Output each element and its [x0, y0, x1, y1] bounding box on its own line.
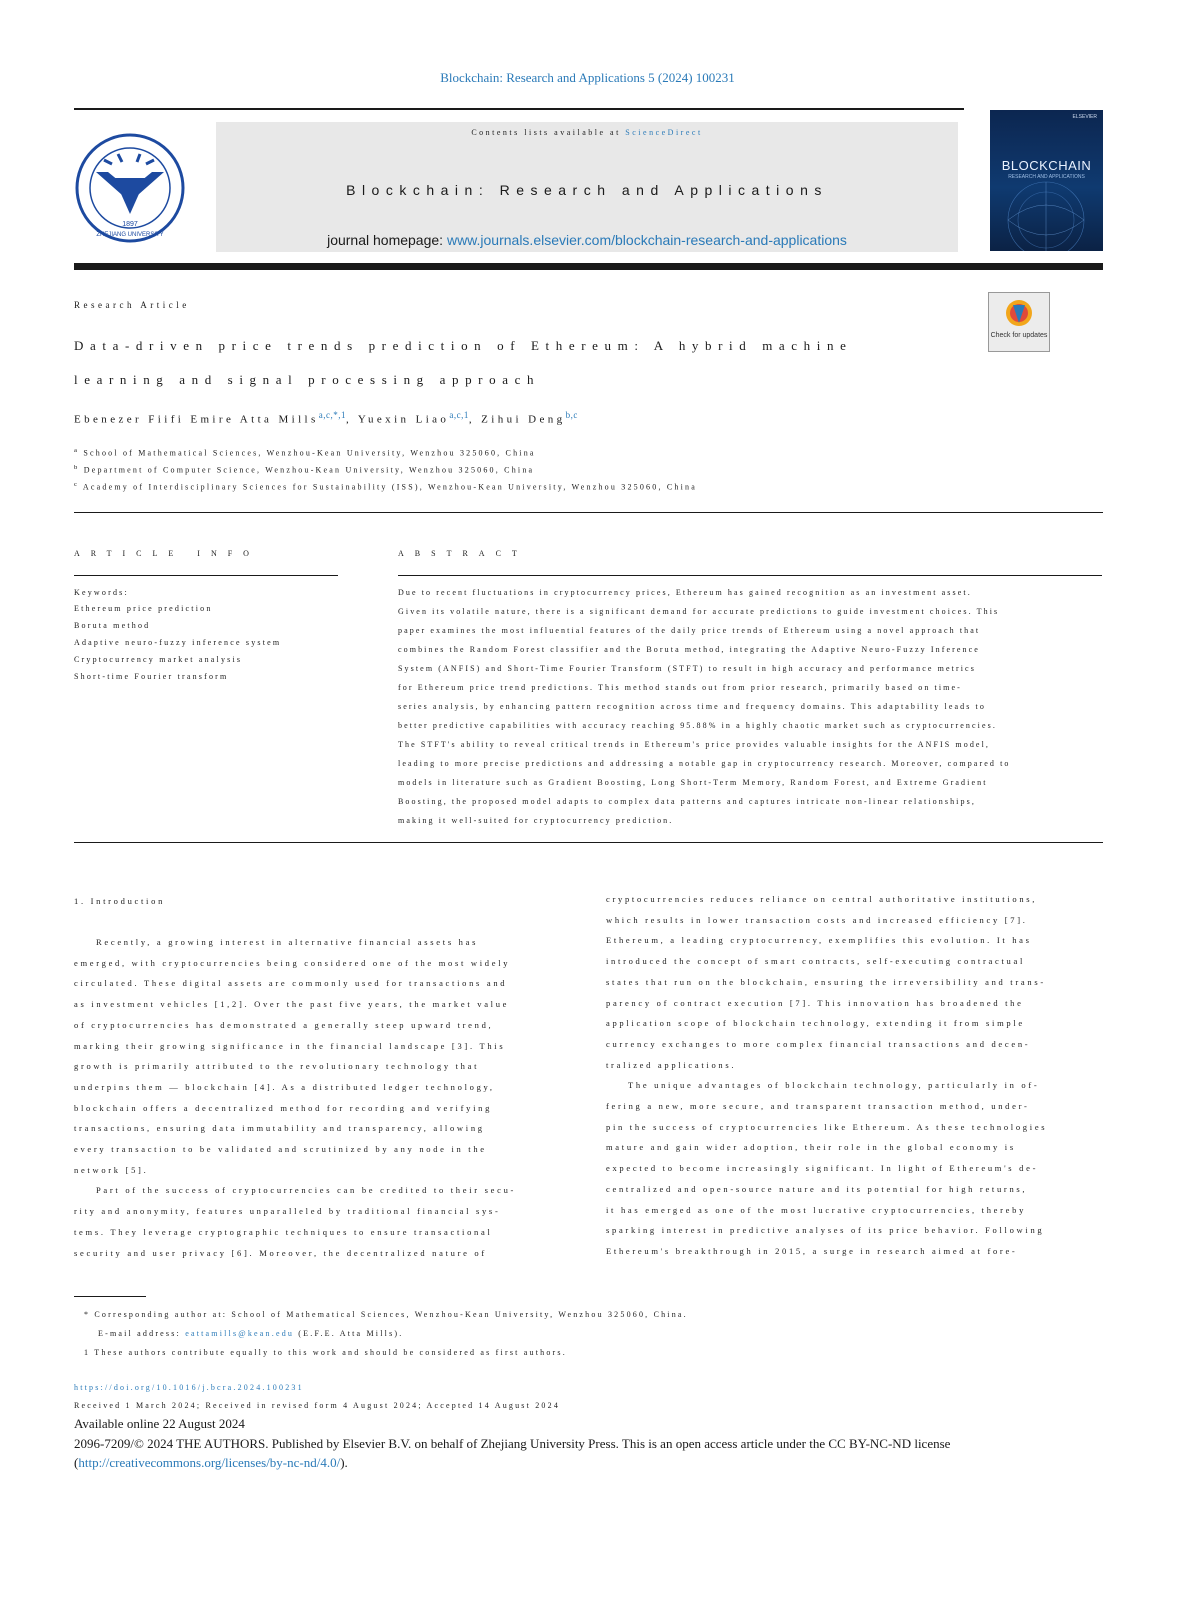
body-text-line: Ethereum's breakthrough in 2015, a surge in research aimed at fore- — [606, 1246, 1018, 1256]
introduction-heading: 1. Introduction — [74, 896, 166, 906]
contents-line — [216, 128, 958, 137]
article-type: Research Article — [74, 300, 190, 310]
license-close: ). — [340, 1455, 348, 1470]
license-text: 2096-7209/© 2024 THE AUTHORS. Published by Elsevier B.V. on behalf of Zhejiang University Press. This is an open access article under the CC BY-NC-ND license — [74, 1436, 951, 1451]
keyword: Boruta method — [74, 621, 151, 630]
author-separator: , — [468, 413, 482, 426]
affiliation-text: Department of Computer Science, Wenzhou-Kean University, Wenzhou 325060, China — [83, 465, 535, 475]
body-text-line: centralized and open-source nature and its potential for high returns, — [606, 1184, 1028, 1194]
doi-link[interactable]: https://doi.org/10.1016/j.bcra.2024.100231 — [74, 1383, 304, 1392]
body-text-line: pin the success of cryptocurrencies like Ethereum. As these technologies — [606, 1122, 1048, 1132]
article-info-heading: ARTICLE INFO — [74, 549, 260, 558]
author-affil-sup[interactable]: b,c — [565, 410, 578, 420]
cover-publisher: ELSEVIER — [1072, 114, 1097, 120]
affiliation — [74, 448, 536, 458]
equal-contribution-note: 1 These authors contribute equally to this work and should be considered as first authors. — [84, 1348, 567, 1357]
keyword: Cryptocurrency market analysis — [74, 655, 243, 664]
journal-name: Blockchain: Research and Applications — [346, 182, 828, 198]
author-affil-sup[interactable]: a,c,*,1 — [318, 410, 346, 420]
corresponding-author-note: * Corresponding author at: School of Mathematical Sciences, Wenzhou-Kean University, Wenzhou 325060, China. — [84, 1310, 688, 1319]
author-name[interactable]: Ebenezer Fiifi Emire Atta Mills — [74, 413, 319, 426]
abstract-line: for Ethereum price trend predictions. This method stands out from prior research, primarily based on time- — [398, 683, 962, 692]
body-text-line: emerged, with cryptocurrencies being considered one of the most widely — [74, 958, 511, 968]
body-text-line: introduced the concept of smart contracts, self-executing contractual — [606, 956, 1026, 966]
body-text-line: every transaction to be validated and scrutinized by any node in the — [74, 1144, 487, 1154]
author-separator: , — [345, 413, 358, 426]
affiliation-text: School of Mathematical Sciences, Wenzhou-Kean University, Wenzhou 325060, China — [83, 448, 536, 458]
footnote-rule — [74, 1296, 146, 1297]
affiliation-text: Academy of Interdisciplinary Sciences for Sustainability (ISS), Wenzhou-Kean University, Wenzhou 325060, China — [82, 482, 697, 492]
affiliations-rule — [74, 512, 1103, 513]
abstract-line: making it well-suited for cryptocurrency prediction. — [398, 816, 674, 825]
top-rule — [74, 108, 964, 110]
abstract-line: leading to more precise predictions and addressing a notable gap in cryptocurrency research. Moreover, compared to — [398, 759, 1011, 768]
keyword: Adaptive neuro-fuzzy inference system — [74, 638, 282, 647]
body-text-line: network [5]. — [74, 1165, 149, 1175]
abstract-line: models in literature such as Gradient Boosting, Long Short-Term Memory, Random Forest, and Extreme Gradient — [398, 778, 988, 787]
email-suffix: (E.F.E. Atta Mills). — [294, 1329, 404, 1338]
abstract-line: Due to recent fluctuations in cryptocurrency prices, Ethereum has gained recognition as an investment asset. — [398, 588, 972, 597]
author-name[interactable]: Yuexin Liao — [357, 413, 450, 426]
journal-cover — [990, 110, 1103, 251]
abstract-line: series analysis, by enhancing pattern recognition across time and frequency domains. This adaptability leads to — [398, 702, 986, 711]
affiliation-sup: a — [74, 448, 80, 454]
article-info-rule — [74, 575, 338, 576]
body-text-line: parency of contract execution [7]. This innovation has broadened the — [606, 998, 1024, 1008]
author-list — [74, 410, 578, 426]
university-logo — [74, 132, 186, 244]
abstract-line: Given its volatile nature, there is a significant demand for accurate predictions to guide investment choices. This — [398, 607, 1000, 616]
body-text-line: Ethereum, a leading cryptocurrency, exemplifies this evolution. It has — [606, 935, 1032, 945]
abstract-bottom-rule — [74, 842, 1103, 843]
available-online: Available online 22 August 2024 — [74, 1416, 245, 1431]
body-text-line: tralized applications. — [606, 1060, 737, 1070]
cover-subtitle: RESEARCH AND APPLICATIONS — [1008, 174, 1085, 180]
contents-prefix: Contents lists available at — [471, 128, 626, 137]
body-text-line: as investment vehicles [1,2]. Over the past five years, the market value — [74, 999, 510, 1009]
email-note — [98, 1329, 403, 1338]
abstract-heading: ABSTRACT — [398, 549, 528, 558]
keyword: Short-time Fourier transform — [74, 672, 229, 681]
body-text-line: underpins them — blockchain [4]. As a distributed ledger technology, — [74, 1082, 495, 1092]
abstract-line: combines the Random Forest classifier and the Boruta method, integrating the Adaptive Neuro-Fuzzy Inference — [398, 645, 980, 654]
license-link-line — [74, 1455, 348, 1471]
abstract-line: System (ANFIS) and Short-Time Fourier Transform (STFT) to result in high accuracy and performance metrics — [398, 664, 976, 673]
body-text-line: fering a new, more secure, and transparent transaction method, under- — [606, 1101, 1030, 1111]
author-affil-sup[interactable]: a,c,1 — [449, 410, 469, 420]
affiliation — [74, 482, 697, 492]
body-text-line: states that run on the blockchain, ensuring the irreversibility and trans- — [606, 977, 1046, 987]
license-link[interactable]: http://creativecommons.org/licenses/by-nc-nd/4.0/ — [78, 1455, 341, 1470]
journal-citation[interactable]: Blockchain: Research and Applications 5 (2024) 100231 — [440, 70, 735, 85]
received-dates: Received 1 March 2024; Received in revised form 4 August 2024; Accepted 14 August 2024 — [74, 1401, 561, 1410]
body-text-line: it has emerged as one of the most lucrative cryptocurrencies, thereby — [606, 1205, 1027, 1215]
logo-year: 1897 — [122, 221, 138, 228]
abstract-line: paper examines the most influential features of the daily price trends of Ethereum using a novel approach that — [398, 626, 981, 635]
body-text-line: application scope of blockchain technology, extending it from simple — [606, 1018, 1025, 1028]
body-text-line: of cryptocurrencies has demonstrated a generally steep upward trend, — [74, 1020, 494, 1030]
body-text-line: cryptocurrencies reduces reliance on central authoritative institutions, — [606, 894, 1038, 904]
header-thick-rule — [74, 263, 1103, 270]
body-text-line: tems. They leverage cryptographic techniques to ensure transactional — [74, 1227, 493, 1237]
logo-text: ZHEJIANG UNIVERSITY — [96, 232, 164, 238]
check-for-updates-badge[interactable] — [988, 292, 1050, 352]
abstract-line: Boosting, the proposed model adapts to complex data patterns and captures intricate non-linear relationships, — [398, 797, 976, 806]
body-text-line: The unique advantages of blockchain technology, particularly in of- — [628, 1080, 1040, 1090]
homepage-label: journal homepage: — [327, 232, 447, 248]
affiliation-sup: c — [74, 482, 80, 488]
article-title-line-1: Data-driven price trends prediction of Ethereum: A hybrid machine — [74, 338, 853, 353]
sciencedirect-link[interactable]: ScienceDirect — [625, 128, 703, 137]
keyword: Ethereum price prediction — [74, 604, 213, 613]
keywords-label: Keywords: — [74, 588, 129, 597]
body-text-line: marking their growing significance in the financial landscape [3]. This — [74, 1041, 506, 1051]
affiliation — [74, 465, 534, 475]
body-text-line: Recently, a growing interest in alternative financial assets has — [96, 937, 479, 947]
body-text-line: sparking interest in predictive analyses of its price behavior. Following — [606, 1225, 1045, 1235]
license-open: ( — [74, 1455, 79, 1470]
body-text-line: which results in lower transaction costs and increased efficiency [7]. — [606, 915, 1028, 925]
affiliation-sup: b — [74, 465, 80, 471]
body-text-line: Part of the success of cryptocurrencies can be credited to their secu- — [96, 1185, 517, 1195]
body-text-line: currency exchanges to more complex financial transactions and decen- — [606, 1039, 1031, 1049]
body-text-line: expected to become increasingly significant. In light of Ethereum's de- — [606, 1163, 1039, 1173]
article-title-line-2: learning and signal processing approach — [74, 372, 541, 387]
abstract-line: The STFT's ability to reveal critical trends in Ethereum's price provides valuable insights for the ANFIS model, — [398, 740, 991, 749]
abstract-rule — [398, 575, 1102, 576]
body-text-line: blockchain offers a decentralized method for recording and verifying — [74, 1103, 493, 1113]
abstract-line: better predictive capabilities with accuracy reaching 95.88% in a highly chaotic market such as cryptocurrencies. — [398, 721, 997, 730]
cover-globe-graphic — [990, 110, 1103, 251]
email-label: E-mail address: — [98, 1329, 186, 1338]
cover-title: BLOCKCHAIN — [1001, 158, 1092, 173]
homepage-link[interactable]: www.journals.elsevier.com/blockchain-research-and-applications — [446, 232, 847, 248]
journal-homepage — [216, 232, 958, 248]
body-text-line: transactions, ensuring data immutability and transparency, allowing — [74, 1123, 485, 1133]
body-text-line: rity and anonymity, features unparalleled by traditional financial sys- — [74, 1206, 501, 1216]
body-text-line: growth is primarily attributed to the revolutionary technology that — [74, 1061, 480, 1071]
body-text-line: security and user privacy [6]. Moreover, the decentralized nature of — [74, 1248, 487, 1258]
email-link[interactable]: eattamills@kean.edu — [185, 1329, 295, 1338]
check-badge-label: Check for updates — [990, 332, 1048, 339]
body-text-line: mature and gain wider adoption, their role in the global economy is — [606, 1142, 1016, 1152]
body-text-line: circulated. These digital assets are commonly used for transactions and — [74, 978, 508, 988]
author-name[interactable]: Zihui Deng — [481, 413, 566, 426]
